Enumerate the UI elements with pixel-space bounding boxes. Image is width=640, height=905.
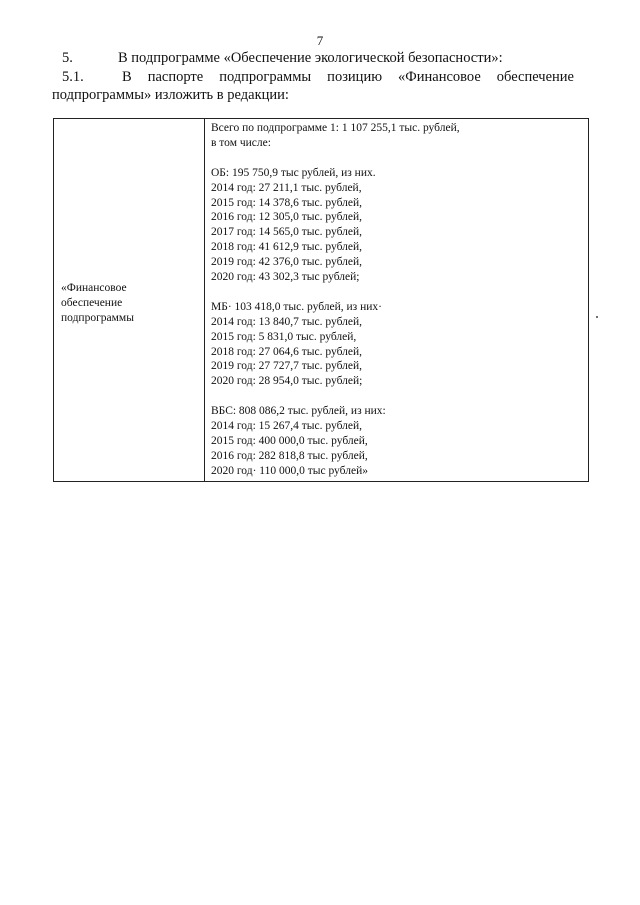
scan-speck [596, 316, 598, 318]
table-row [54, 119, 589, 482]
paragraph-5 [62, 50, 574, 67]
financing-label-line: «Финансовое [61, 281, 127, 294]
financing-line: 2020 год: 28 954,0 тыс. рублей; [211, 375, 363, 388]
financing-line: 2015 год: 400 000,0 тыс. рублей, [211, 434, 368, 447]
paragraph-5-1 [62, 69, 574, 86]
paragraph-5-text: В подпрограмме «Обеспечение экологической безопасности»: [118, 50, 503, 66]
table-value-cell [205, 119, 589, 482]
financing-line: МБ· 103 418,0 тыс. рублей, из них· [211, 300, 382, 313]
financing-line: ОБ: 195 750,9 тыс рублей, из них. [211, 166, 376, 179]
financing-line: 2017 год: 14 565,0 тыс. рублей, [211, 226, 363, 239]
financing-line: 2014 год: 13 840,7 тыс. рублей, [211, 315, 363, 328]
financing-lines [211, 121, 588, 479]
financing-line: 2020 год: 43 302,3 тыс рублей; [211, 271, 360, 284]
financing-line: 2019 год: 42 376,0 тыс. рублей, [211, 256, 363, 269]
financing-line: в том числе: [211, 136, 271, 149]
financing-line: 2015 год: 5 831,0 тыс. рублей, [211, 330, 357, 343]
financing-line: 2014 год: 15 267,4 тыс. рублей, [211, 420, 363, 433]
paragraph-5-1-line2: подпрограммы» изложить в редакции: [52, 87, 289, 103]
financing-label-line: обеспечение [61, 296, 123, 309]
table-label-cell [54, 119, 205, 482]
line-gap [211, 151, 588, 166]
financing-label-line: подпрограммы [61, 311, 134, 324]
paragraph-5-1-line1: В паспорте подпрограммы позицию «Финансовое обеспечение [122, 69, 574, 85]
financing-line: 2018 год: 41 612,9 тыс. рублей, [211, 241, 363, 254]
financing-line: 2019 год: 27 727,7 тыс. рублей, [211, 360, 363, 373]
financing-line: 2014 год: 27 211,1 тыс. рублей, [211, 181, 362, 194]
financing-line: 2020 год· 110 000,0 тыс рублей» [211, 464, 368, 477]
line-gap [211, 285, 588, 300]
financing-line: ВБС: 808 086,2 тыс. рублей, из них: [211, 405, 386, 418]
financing-line: 2015 год: 14 378,6 тыс. рублей, [211, 196, 363, 209]
financing-label [54, 281, 204, 326]
financing-line: 2016 год: 12 305,0 тыс. рублей, [211, 211, 363, 224]
line-gap [211, 389, 588, 404]
page-number: 7 [316, 33, 324, 48]
financing-line: Всего по подпрограмме 1: 1 107 255,1 тыс. рублей, [211, 122, 460, 134]
financing-table [53, 118, 589, 482]
financing-line: 2018 год: 27 064,6 тыс. рублей, [211, 345, 363, 358]
paragraph-5-number: 5. [62, 50, 73, 66]
financing-line: 2016 год: 282 818,8 тыс. рублей, [211, 449, 368, 462]
paragraph-5-1-number: 5.1. [62, 69, 84, 85]
